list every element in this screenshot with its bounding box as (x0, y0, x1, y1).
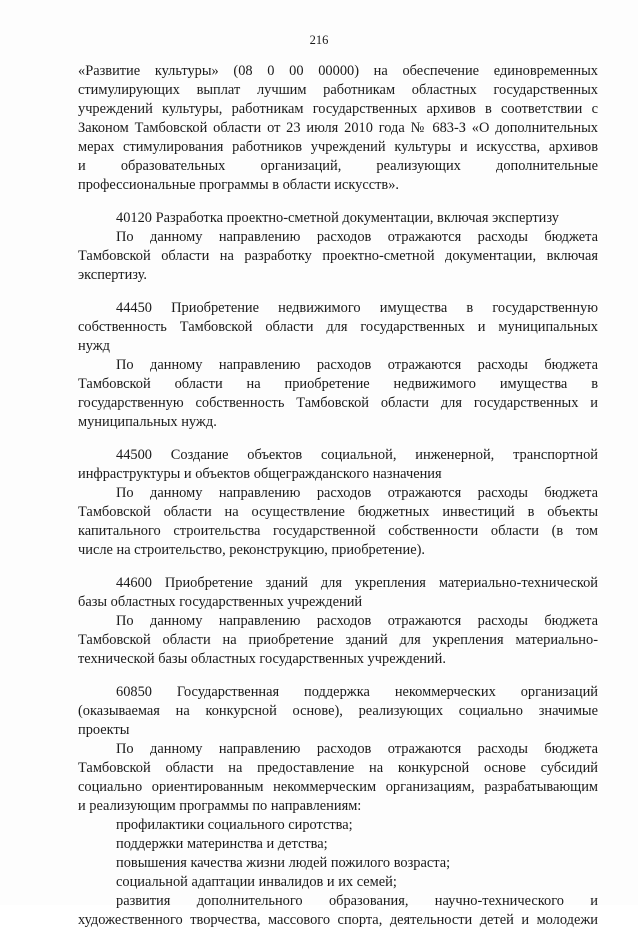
text-line: и реализующим программы по направлениям: (78, 798, 362, 814)
text-line: поддержки материнства и детства; (116, 836, 328, 852)
text-line: государственную собственность Тамбовской области для государственных и (78, 395, 598, 411)
page-number: 216 (309, 33, 329, 47)
paragraph-gap (78, 285, 598, 299)
paragraph-gap (78, 432, 598, 446)
text-line: Тамбовской области на осуществление бюджетных инвестиций в объекты (78, 504, 598, 520)
text-line: социально ориентированным некоммерческим организациям, разрабатывающим (78, 779, 598, 795)
text-line: инфраструктуры и объектов общегражданского назначения (78, 466, 442, 482)
text-line: и образовательных организаций, реализующих дополнительные (78, 158, 598, 174)
text-line: 44500 Создание объектов социальной, инженерной, транспортной (116, 447, 598, 463)
text-line: проекты (78, 722, 130, 738)
text-line: 44600 Приобретение зданий для укрепления материально-технической (116, 575, 598, 591)
text-line: Тамбовской области на предоставление на конкурсной основе субсидий (78, 760, 598, 776)
text-line: Тамбовской области на приобретение недвижимого имущества в (78, 376, 598, 392)
text-line: По данному направлению расходов отражаются расходы бюджета (116, 613, 598, 629)
paragraph-gap (78, 195, 598, 209)
text-line: учреждений культуры, работникам государственных архивов в соответствии с (78, 101, 598, 117)
text-line: 60850 Государственная поддержка некоммерческих организаций (116, 684, 598, 700)
text-line: повышения качества жизни людей пожилого возраста; (116, 855, 451, 871)
text-line: нужд (78, 338, 110, 354)
text-line: По данному направлению расходов отражаются расходы бюджета (116, 741, 598, 757)
text-line: собственность Тамбовской области для государственных и муниципальных (78, 319, 598, 335)
text-line: социальной адаптации инвалидов и их семей; (116, 874, 397, 890)
text-line: профессиональные программы в области искусств». (78, 177, 400, 193)
text-line: По данному направлению расходов отражаются расходы бюджета (116, 229, 598, 245)
paragraph-gap (78, 669, 598, 683)
text-line: «Развитие культуры» (08 0 00 00000) на обеспечение единовременных (78, 63, 598, 79)
text-line: Тамбовской области на приобретение зданий для укрепления материально- (78, 632, 598, 648)
text-line: По данному направлению расходов отражаются расходы бюджета (116, 485, 598, 501)
document-body (78, 62, 598, 930)
text-line: базы областных государственных учреждений (78, 594, 363, 610)
text-line: развития дополнительного образования, научно-технического и (116, 893, 598, 909)
text-line: капитального строительства государственной собственности области (в том (78, 523, 598, 539)
text-line: художественного творчества, массового спорта, деятельности детей и молодежи (78, 912, 598, 928)
text-line: 40120 Разработка проектно-сметной документации, включая экспертизу (116, 210, 559, 226)
text-line: профилактики социального сиротства; (116, 817, 353, 833)
text-line: Законом Тамбовской области от 23 июля 2010 года № 683-З «О дополнительных (78, 120, 598, 136)
text-line: Тамбовской области на разработку проектно-сметной документации, включая (78, 248, 598, 264)
text-line: мерах стимулирования работников учреждений культуры и искусства, архивов (78, 139, 598, 155)
paragraph-gap (78, 560, 598, 574)
text-line: числе на строительство, реконструкцию, приобретение). (78, 542, 425, 558)
text-line: По данному направлению расходов отражаются расходы бюджета (116, 357, 598, 373)
text-line: 44450 Приобретение недвижимого имущества в государственную (116, 300, 598, 316)
text-line: (оказываемая на конкурсной основе), реализующих социально значимые (78, 703, 598, 719)
text-line: экспертизу. (78, 267, 148, 283)
text-line: муниципальных нужд. (78, 414, 217, 430)
text-line: технической базы областных государственных учреждений. (78, 651, 446, 667)
text-line: стимулирующих выплат лучшим работникам областных государственных (78, 82, 598, 98)
